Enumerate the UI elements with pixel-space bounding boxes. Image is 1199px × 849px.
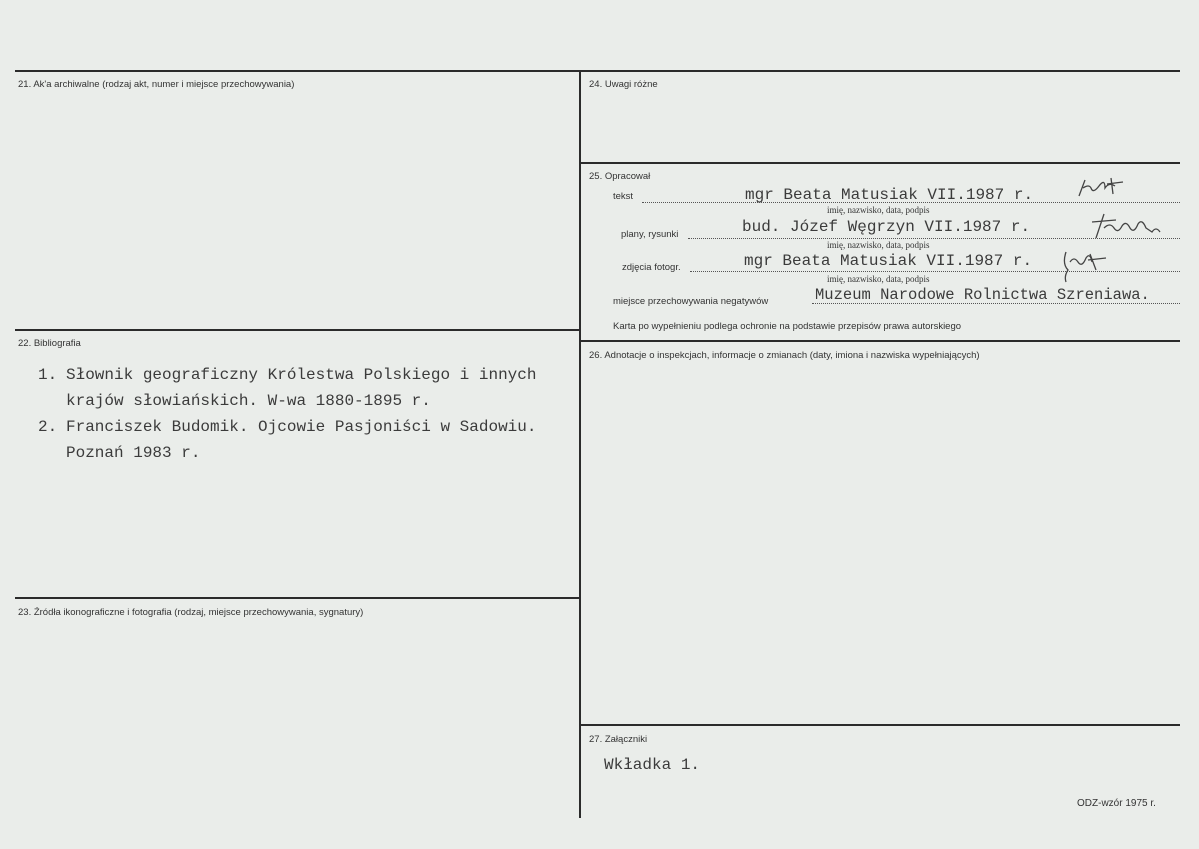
tekst-caption: imię, nazwisko, data, podpis	[827, 205, 930, 215]
rule-26-27	[581, 724, 1180, 726]
section-23-label: 23. Źródła ikonograficzne i fotografia (rodzaj, miejsce przechowywania, sygnatury)	[18, 607, 364, 618]
bibliography-line: krajów słowiańskich. W-wa 1880-1895 r.	[66, 392, 431, 410]
section-26-label: 26. Adnotacje o inspekcjach, informacje o zmianach (daty, imiona i nazwiska wypełniających)	[589, 350, 980, 361]
zalaczniki-value: Wkładka 1.	[604, 756, 701, 774]
section-24-label: 24. Uwagi różne	[589, 79, 658, 90]
negatywy-value: Muzeum Narodowe Rolnictwa Szreniawa.	[815, 286, 1150, 304]
rule-22-23	[15, 597, 580, 599]
section-21-label: 21. Ak'a archiwalne (rodzaj akt, numer i miejsce przechowywania)	[18, 79, 295, 90]
zdjecia-value: mgr Beata Matusiak VII.1987 r.	[744, 252, 1033, 270]
plany-value: bud. Józef Węgrzyn VII.1987 r.	[742, 218, 1031, 236]
bibliography-item	[38, 414, 536, 466]
bibliography-line: Franciszek Budomik. Ojcowie Pasjoniści w Sadowiu.	[66, 418, 537, 436]
bibliography-item	[38, 362, 536, 414]
section-27-label: 27. Załączniki	[589, 734, 648, 745]
copyright-note: Karta po wypełnieniu podlega ochronie na podstawie przepisów prawa autorskiego	[613, 321, 962, 332]
top-rule	[15, 70, 1180, 72]
signature-plany	[1090, 210, 1170, 242]
tekst-label: tekst	[613, 191, 634, 202]
negatywy-label: miejsce przechowywania negatywów	[613, 296, 769, 307]
plany-label: plany, rysunki	[621, 229, 679, 240]
bibliography-line: Słownik geograficzny Królestwa Polskiego i innych	[66, 366, 537, 384]
center-divider	[579, 70, 581, 818]
plany-caption: imię, nazwisko, data, podpis	[827, 240, 930, 250]
section-25-label: 25. Opracował	[589, 171, 651, 182]
rule-25-26	[581, 340, 1180, 342]
bibliography-line: Poznań 1983 r.	[66, 444, 201, 462]
section-22-label: 22. Bibliografia	[18, 338, 81, 349]
form-footer: ODZ-wzór 1975 r.	[1077, 798, 1156, 809]
bibliography-number: 2.	[38, 418, 58, 436]
signature-tekst	[1075, 174, 1135, 202]
signature-zdjecia	[1060, 248, 1120, 284]
bibliography-number: 1.	[38, 366, 58, 384]
bibliography-list	[38, 362, 536, 466]
rule-21-22	[15, 329, 580, 331]
zdjecia-caption: imię, nazwisko, data, podpis	[827, 274, 930, 284]
rule-24-25	[581, 162, 1180, 164]
zdjecia-label: zdjęcia fotogr.	[622, 262, 681, 273]
tekst-value: mgr Beata Matusiak VII.1987 r.	[745, 186, 1034, 204]
